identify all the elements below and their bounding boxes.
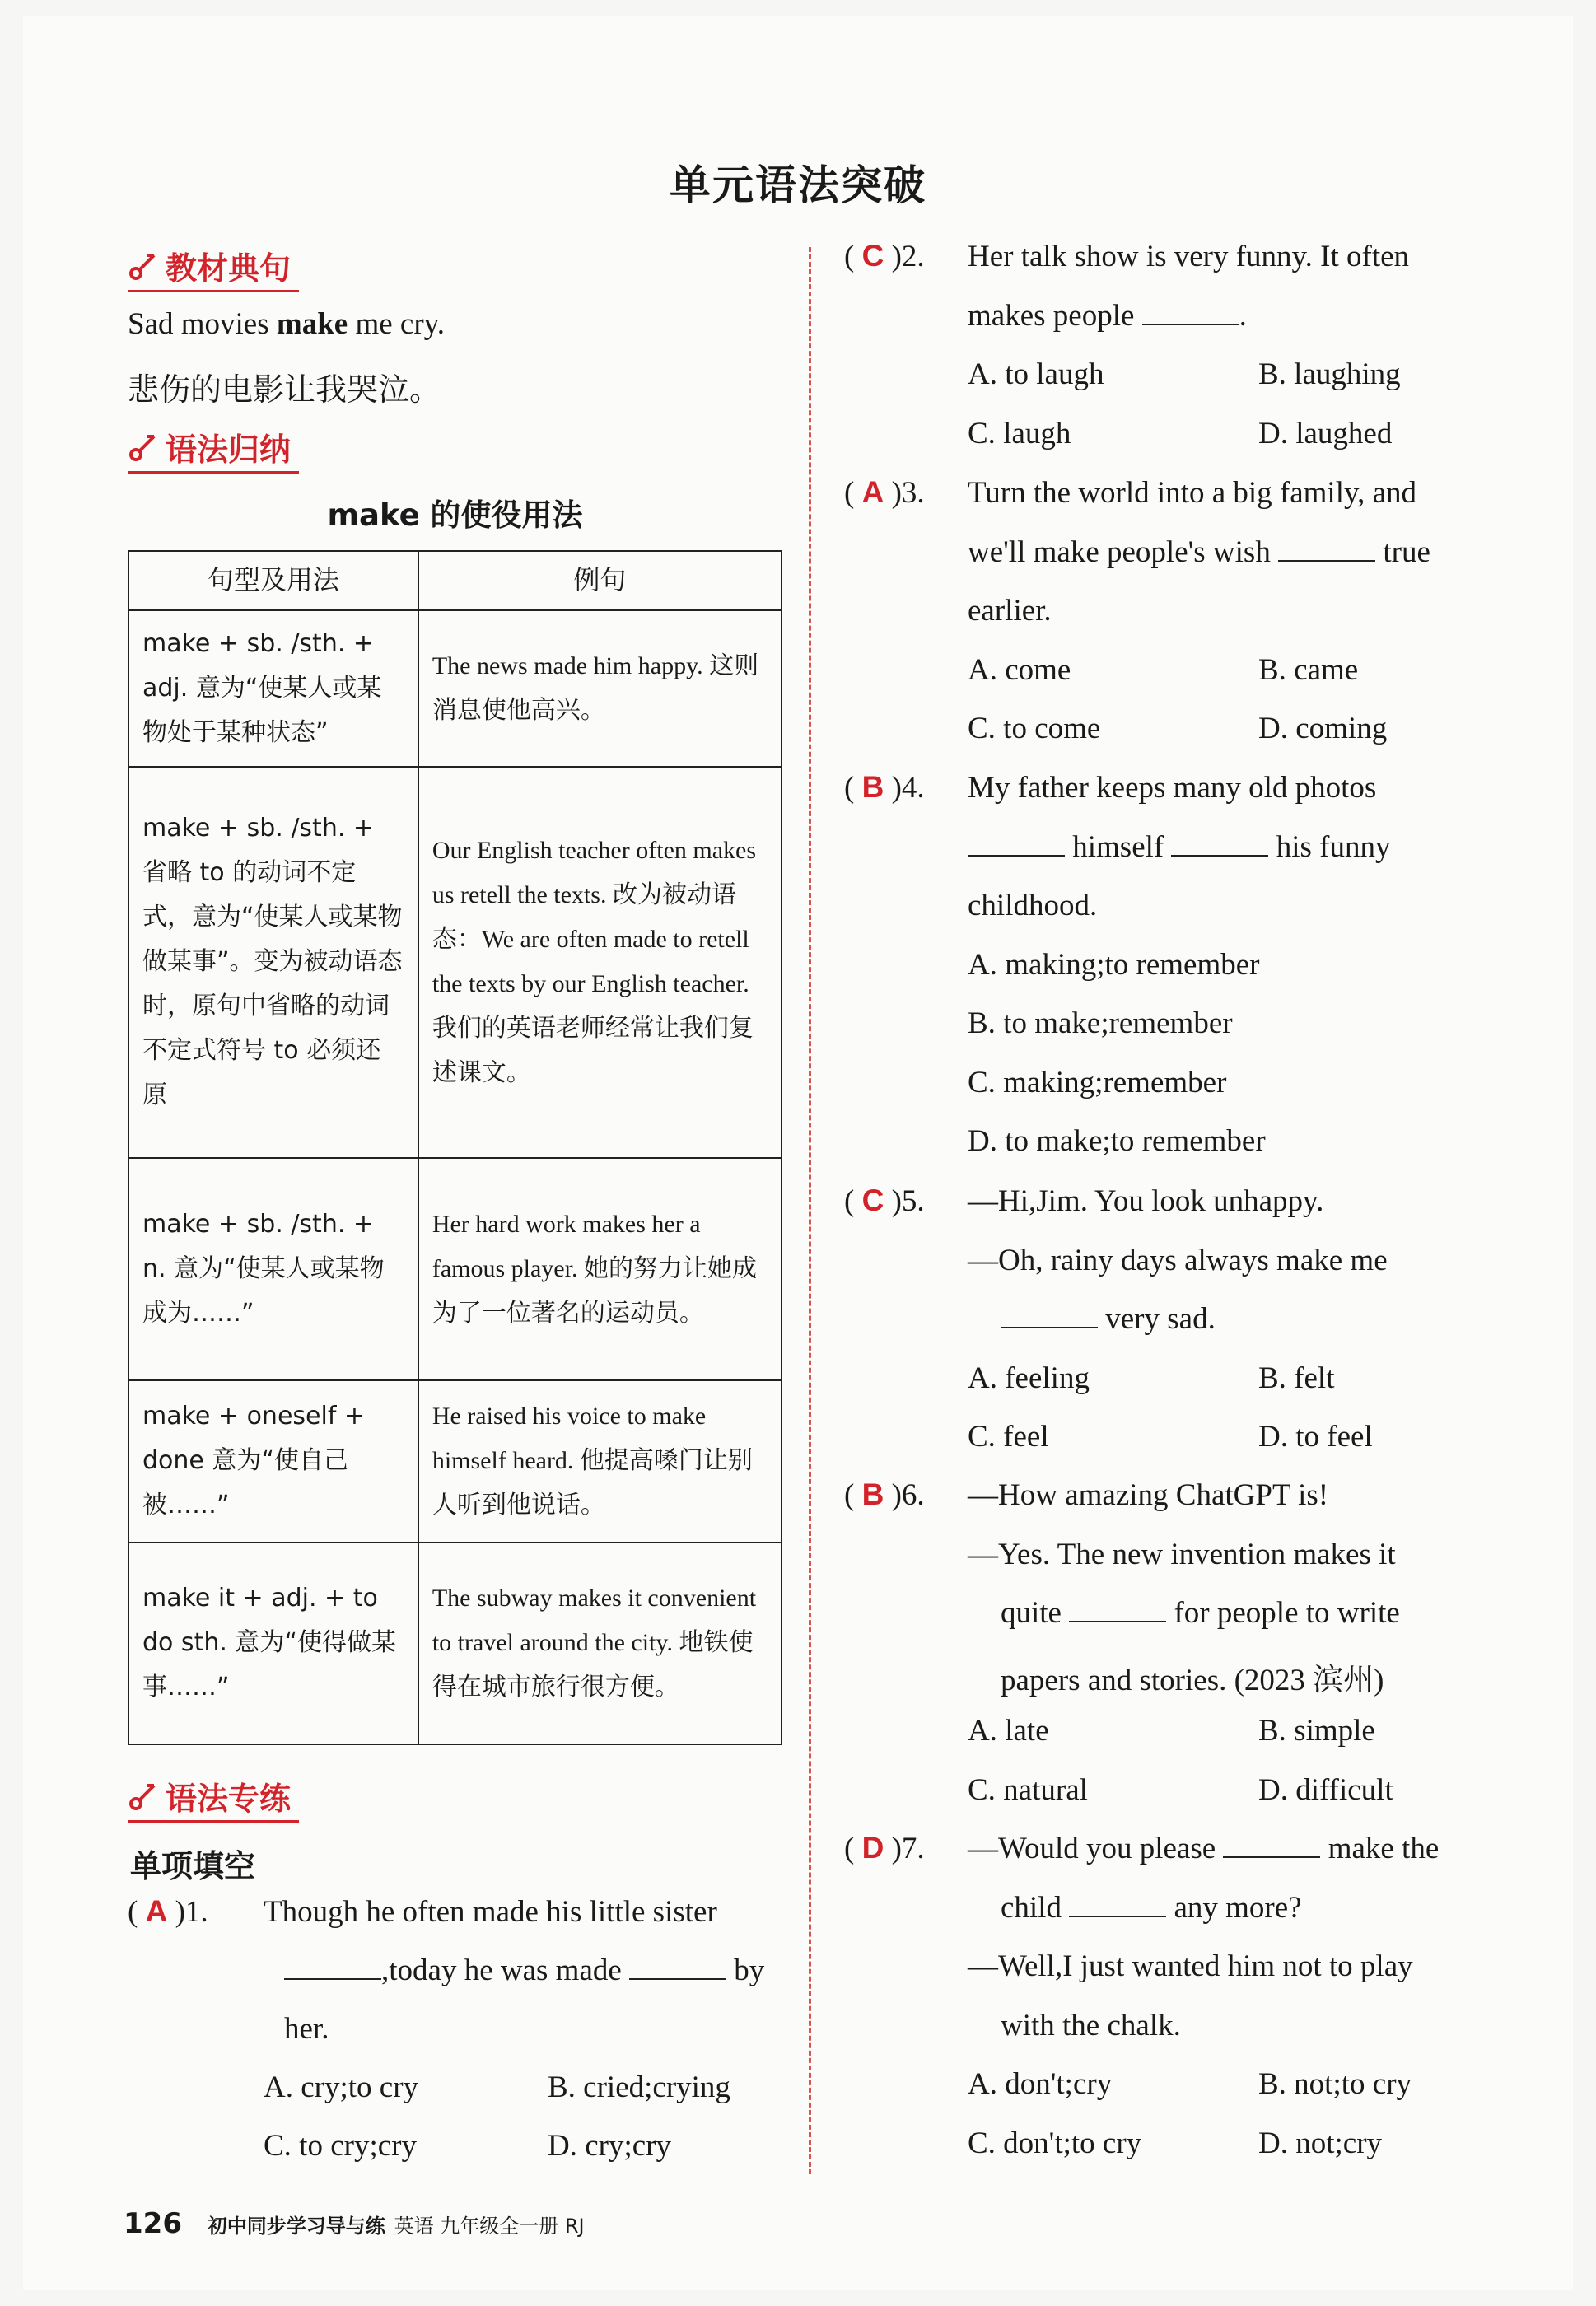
answer-option[interactable]: B. felt <box>1258 1361 1335 1395</box>
table-row <box>128 610 782 767</box>
answer-blank[interactable] <box>1069 1893 1166 1917</box>
answer-option[interactable]: A. making;to remember <box>968 947 1260 982</box>
usage-cell: make + sb. /sth. + n. 意为“使某人或某物成为……” <box>128 1158 418 1380</box>
example-sentence-en: Sad movies make me cry. <box>128 307 446 341</box>
answer-mark: A <box>861 475 884 509</box>
answer-option[interactable]: B. to make;remember <box>968 1006 1233 1040</box>
question-text-line: childhood. <box>968 889 1098 922</box>
question-text-line: makes people . <box>968 298 1247 333</box>
example-cell: He raised his voice to make himself heard. 他提高嗓门让别人听到他说话。 <box>418 1380 782 1543</box>
answer-option[interactable]: B. simple <box>1258 1714 1375 1748</box>
answer-mark: B <box>861 1477 884 1511</box>
answer-option[interactable]: B. came <box>1258 652 1359 687</box>
usage-cell: make + sb. /sth. + 省略 to 的动词不定式，意为“使某人或某物做某事”。变为被动语态时，原句中省略的动词不定式符号 to 必须还原 <box>128 767 418 1158</box>
answer-blank[interactable] <box>1223 1833 1320 1858</box>
pen-icon <box>128 1779 161 1812</box>
question-text-line: ,today he was made by <box>284 1953 764 1988</box>
answer-option[interactable]: C. feel <box>968 1420 1049 1454</box>
question-text-line: Her talk show is very funny. It often <box>968 240 1410 273</box>
answer-blank[interactable] <box>1069 1598 1166 1622</box>
question-text-line: My father keeps many old photos <box>968 771 1377 805</box>
table-row <box>128 1380 782 1543</box>
answer-option[interactable]: D. not;cry <box>1258 2126 1383 2160</box>
usage-cell: make + oneself + done 意为“使自己被……” <box>128 1380 418 1543</box>
answer-blank[interactable] <box>284 1955 381 1980</box>
answer-option[interactable]: A. come <box>968 652 1071 687</box>
column-divider <box>809 247 811 2174</box>
answer-option[interactable]: A. late <box>968 1714 1049 1748</box>
answer-mark: A <box>145 1894 168 1928</box>
question-text-line: —Would you please make the <box>968 1832 1440 1865</box>
answer-blank[interactable] <box>1278 537 1375 562</box>
answer-mark: D <box>861 1831 884 1865</box>
section-practice-heading <box>128 1771 299 1823</box>
section-summary-heading <box>128 422 299 474</box>
question-text-line: —Hi,Jim. You look unhappy. <box>968 1184 1324 1218</box>
table-row <box>128 767 782 1158</box>
answer-option[interactable]: A. to laugh <box>968 357 1104 391</box>
answer-option[interactable]: D. to make;to remember <box>968 1124 1266 1158</box>
table-title: make 的使役用法 <box>327 497 583 533</box>
table-row <box>128 1543 782 1744</box>
question-number: ( D )7. <box>844 1831 925 1865</box>
question-text-line: himself his funny <box>968 829 1390 865</box>
answer-option[interactable]: A. cry;to cry <box>264 2070 419 2104</box>
question-text-line: very sad. <box>1001 1301 1216 1337</box>
question-number: ( B )6. <box>844 1477 925 1512</box>
table-header-example: 例句 <box>418 551 782 610</box>
question-number: ( B )4. <box>844 770 925 805</box>
answer-option[interactable]: D. laughed <box>1258 416 1393 450</box>
answer-option[interactable]: A. feeling <box>968 1361 1090 1395</box>
answer-mark: C <box>861 239 884 273</box>
usage-cell: make it + adj. + to do sth. 意为“使得做某事……” <box>128 1543 418 1744</box>
question-text-line: child any more? <box>1001 1890 1302 1925</box>
section-textbook-heading <box>128 240 299 292</box>
pen-icon <box>128 249 161 282</box>
question-text-line: papers and stories. (2023 滨州) <box>1001 1663 1384 1697</box>
answer-option[interactable]: A. don't;cry <box>968 2067 1113 2101</box>
question-number: ( C )2. <box>844 239 925 273</box>
question-text-line: earlier. <box>968 594 1052 628</box>
table-row <box>128 1158 782 1380</box>
answer-option[interactable]: D. to feel <box>1258 1420 1373 1454</box>
answer-option[interactable]: C. to come <box>968 712 1101 745</box>
question-text-line: —Oh, rainy days always make me <box>968 1243 1388 1277</box>
example-cell: The news made him happy. 这则消息使他高兴。 <box>418 610 782 767</box>
question-text-line: —Yes. The new invention makes it <box>968 1537 1396 1571</box>
usage-cell: make + sb. /sth. + adj. 意为“使某人或某物处于某种状态” <box>128 610 418 767</box>
page-number: 126 <box>124 2207 182 2240</box>
answer-blank[interactable] <box>629 1955 726 1980</box>
question-text-line: we'll make people's wish true <box>968 534 1430 569</box>
question-number: ( C )5. <box>844 1183 925 1218</box>
pen-icon <box>128 430 161 463</box>
table-header-usage: 句型及用法 <box>128 551 418 610</box>
answer-option[interactable]: B. cried;crying <box>548 2070 730 2104</box>
question-text-line: —How amazing ChatGPT is! <box>968 1478 1329 1512</box>
grammar-table <box>128 550 782 1745</box>
section-summary-label: 语法归纳 <box>166 431 292 468</box>
question-text-line: her. <box>284 2012 329 2046</box>
question-text-line: —Well,I just wanted him not to play <box>968 1949 1413 1983</box>
answer-blank[interactable] <box>968 832 1065 857</box>
answer-option[interactable]: D. cry;cry <box>548 2129 671 2163</box>
question-text-line: with the chalk. <box>1001 2008 1181 2042</box>
page-title: 单元语法突破 <box>670 161 926 209</box>
answer-option[interactable]: C. laugh <box>968 416 1071 450</box>
question-number: ( A )1. <box>128 1894 208 1929</box>
answer-option[interactable]: D. difficult <box>1258 1772 1393 1807</box>
page-footer <box>124 2207 585 2240</box>
example-cell: The subway makes it convenient to travel around the city. 地铁使得在城市旅行很方便。 <box>418 1543 782 1744</box>
section-textbook-label: 教材典句 <box>166 250 292 287</box>
answer-blank[interactable] <box>1171 832 1268 857</box>
example-cell: Our English teacher often makes us retell the texts. 改为被动语态：We are often made to retell the texts by our English teacher. 我们的英语老师经常让我们复述课文。 <box>418 767 782 1158</box>
answer-blank[interactable] <box>1001 1304 1098 1328</box>
answer-mark: B <box>861 770 884 804</box>
book-title: 初中同步学习导与练 <box>207 2215 385 2238</box>
answer-option[interactable]: C. don't;to cry <box>968 2126 1142 2160</box>
practice-subheading: 单项填空 <box>130 1848 256 1884</box>
answer-option[interactable]: C. to cry;cry <box>264 2129 417 2163</box>
example-cell: Her hard work makes her a famous player. 她的努力让她成为了一位著名的运动员。 <box>418 1158 782 1380</box>
answer-option[interactable]: D. coming <box>1258 712 1388 745</box>
answer-blank[interactable] <box>1142 301 1239 325</box>
section-practice-label: 语法专练 <box>166 1780 292 1817</box>
question-text-line: quite for people to write <box>1001 1596 1400 1630</box>
question-text-line: Though he often made his little sister <box>264 1895 717 1929</box>
question-text-line: Turn the world into a big family, and <box>968 476 1417 510</box>
question-number: ( A )3. <box>844 475 925 510</box>
book-subject: 英语 九年级全一册 RJ <box>394 2215 585 2238</box>
answer-option[interactable]: C. natural <box>968 1772 1088 1807</box>
answer-mark: C <box>861 1183 884 1217</box>
example-sentence-cn: 悲伤的电影让我哭泣。 <box>128 371 441 408</box>
answer-option[interactable]: C. making;remember <box>968 1065 1227 1099</box>
answer-option[interactable]: B. not;to cry <box>1258 2067 1412 2101</box>
answer-option[interactable]: B. laughing <box>1258 357 1401 391</box>
